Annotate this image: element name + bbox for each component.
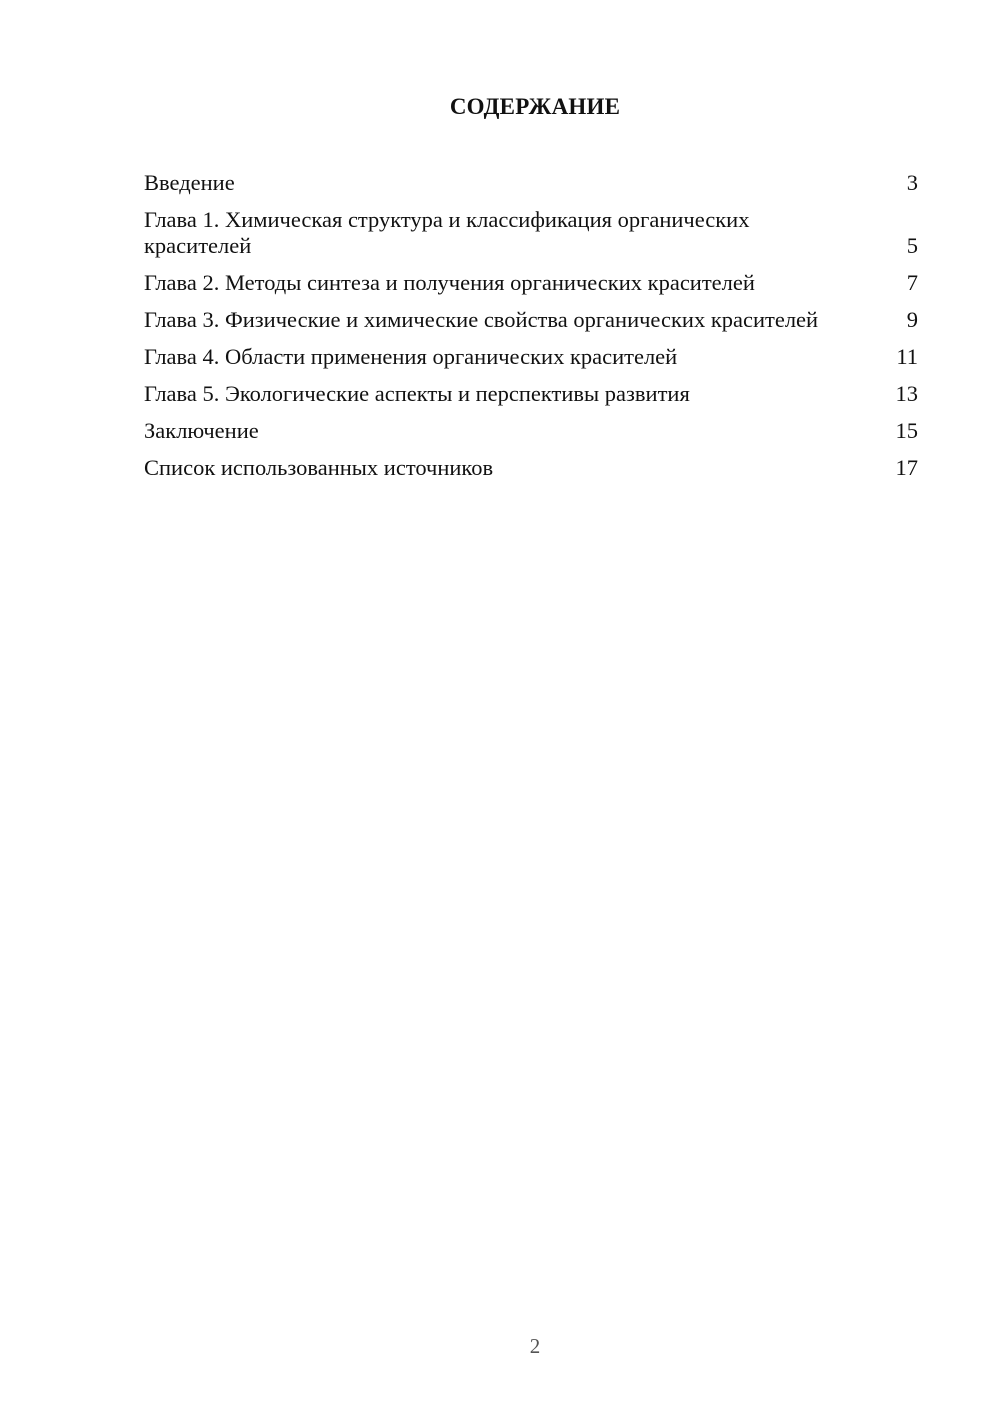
table-of-contents xyxy=(144,170,918,492)
toc-item-page: 7 xyxy=(906,270,918,295)
toc-item-chapter-3 xyxy=(144,307,918,333)
page-title: СОДЕРЖАНИЕ xyxy=(449,94,621,119)
toc-item-title: Введение xyxy=(144,170,235,195)
toc-item-title: Глава 5. Экологические аспекты и перспективы развития xyxy=(144,381,690,406)
toc-item-references xyxy=(144,455,918,481)
toc-item-page: 9 xyxy=(906,307,918,332)
toc-item-chapter-5 xyxy=(144,381,918,407)
toc-item-introduction xyxy=(144,170,918,196)
toc-item-page: 5 xyxy=(906,233,918,258)
toc-item-page: 15 xyxy=(895,418,918,443)
toc-item-page: 13 xyxy=(895,381,918,406)
toc-item-page: 11 xyxy=(896,344,918,369)
toc-item-title: Глава 3. Физические и химические свойства органических красителей xyxy=(144,307,819,332)
toc-item-chapter-4 xyxy=(144,344,918,370)
page-number: 2 xyxy=(529,1334,541,1358)
toc-item-page: 3 xyxy=(906,170,918,195)
toc-item-title: Заключение xyxy=(144,418,259,443)
toc-item-chapter-2 xyxy=(144,270,918,296)
toc-item-title: Список использованных источников xyxy=(144,455,494,480)
toc-item-page: 17 xyxy=(895,455,918,480)
toc-item-chapter-1 xyxy=(144,207,918,259)
toc-item-conclusion xyxy=(144,418,918,444)
toc-item-title: Глава 2. Методы синтеза и получения органических красителей xyxy=(144,270,755,295)
toc-item-title: Глава 1. Химическая структура и классификация органических красителей xyxy=(144,207,750,258)
toc-item-title: Глава 4. Области применения органических красителей xyxy=(144,344,678,369)
